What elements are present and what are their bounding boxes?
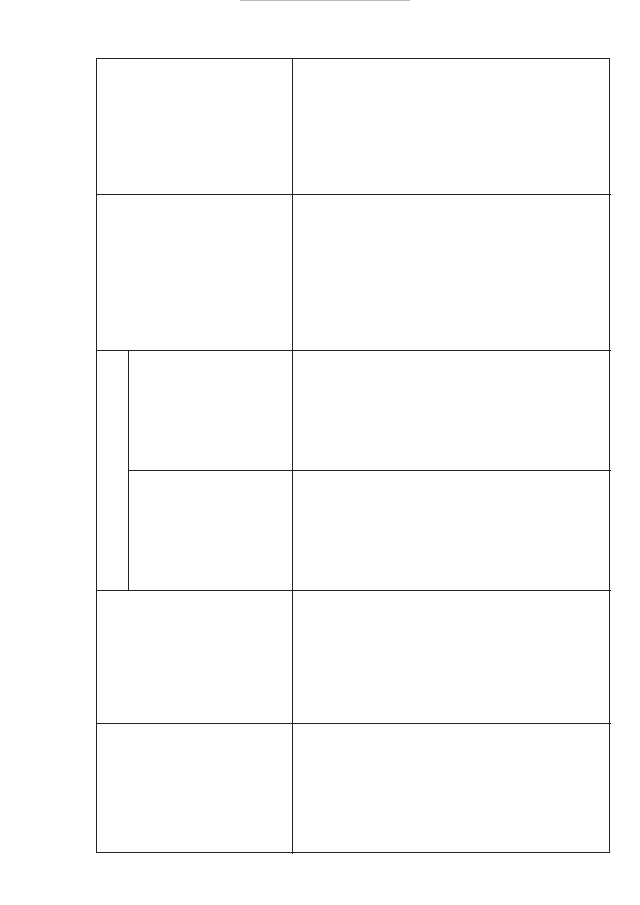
top-rule	[240, 0, 410, 1]
header-number	[180, 783, 220, 843]
header-grounds-programs	[128, 392, 292, 512]
directions-cell-text	[293, 58, 612, 193]
header-grounds-group	[97, 350, 128, 590]
header-organization	[97, 590, 292, 723]
header-need	[97, 194, 292, 350]
page-number	[42, 443, 58, 467]
header-directions	[97, 59, 292, 194]
